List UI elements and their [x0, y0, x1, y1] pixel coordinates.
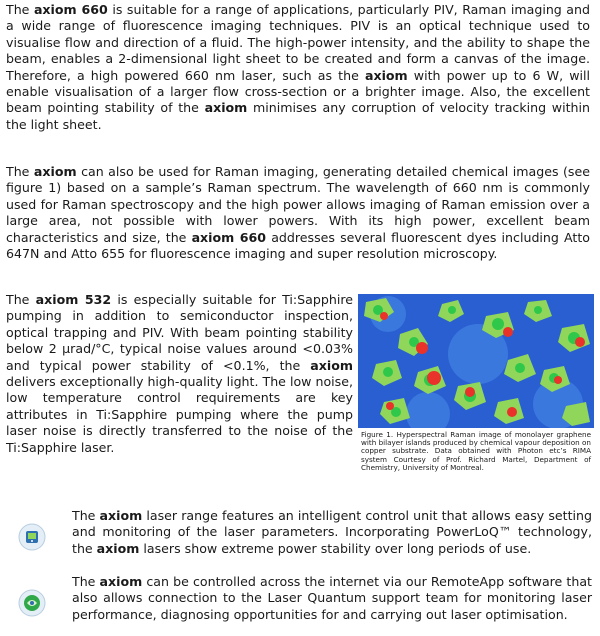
text-run: with power up to 6 W, will enable visualisation of a larger flow cross-section or a brighter image. Also, the excellent beam pointing stability of the [6, 67, 590, 116]
product-name: axiom [310, 357, 353, 373]
text-run: delivers exceptionally high-quality light. The low noise, low temperature control requirements are key attributes in Ti:Sapphire pumping where the pump laser noise is directly transferred to the noise of the Ti:Sapphire laser. [6, 374, 353, 455]
raman-image [358, 294, 594, 428]
product-name: axiom [33, 164, 77, 179]
text-run: The [6, 292, 36, 307]
text-run: addresses several fluorescent dyes including Atto 647N and Atto 655 for fluorescence imaging and super resolution microscopy. [6, 229, 591, 262]
remote-support-icon [18, 589, 46, 617]
raman-image-figure [358, 294, 594, 428]
text-run: The [72, 508, 100, 523]
bullet-control-unit [72, 508, 592, 557]
text-run: The [6, 2, 34, 17]
text-run: can also be used for Raman imaging, generating detailed chemical images (see figure 1) based on a sample’s Raman spectrum. The wavelength of 660 nm is commonly used for Raman spectroscopy and the high power allows imaging of Raman emission over a large area, not possible with lower powers. With its high power, excellent beam characteristics and size, the [6, 164, 590, 245]
product-name: axiom 660 [33, 2, 108, 17]
bullet-remote-app [72, 574, 592, 623]
text-run: lasers show extreme power stability over long periods of use. [139, 540, 532, 556]
product-name: axiom 532 [35, 292, 112, 307]
product-name: axiom 660 [191, 229, 267, 245]
paragraph-axiom-532 [6, 292, 353, 456]
text-run: The [6, 164, 34, 179]
paragraph-axiom-660 [6, 2, 590, 133]
text-run: can be controlled across the internet via our RemoteApp software that also allows connection to the Laser Quantum support team for monitoring laser performance, diagnosing opportunities for and carrying out laser optimisation. [72, 574, 592, 622]
text-run: The [72, 574, 100, 589]
product-name: axiom [99, 574, 143, 589]
product-name: axiom [364, 67, 408, 83]
text-run: laser range features an intelligent control unit that allows easy setting and monitoring of the laser parameters. Incorporating PowerLoQ™ technology, the [72, 508, 592, 556]
text-run: minimises any corruption of velocity tracking within the light sheet. [6, 100, 590, 132]
figure-caption: Figure 1. Hyperspectral Raman image of monolayer graphene with bilayer islands produced by chemical vapour deposition on copper substrate. Data obtained with Photon etc’s RIMA system Courtesy of Prof. Richard Martel, Department of Chemistry, University of Montreal. [361, 430, 591, 472]
product-name: axiom [99, 508, 143, 523]
product-name: axiom [96, 540, 140, 556]
text-run: is suitable for a range of applications, particularly PIV, Raman imaging and a wide range of fluorescence imaging techniques. PIV is an optical technique used to visualise flow and direction of a fluid. The high-power intensity, and the ability to shape the beam, enables a 2-dimensional light sheet to be created and form a canvas of the image. Therefore, a high powered 660 nm laser, such as the [6, 2, 590, 83]
text-run: is especially suitable for Ti:Sapphire pumping in addition to semiconductor inspection, optical trapping and PIV. With beam pointing stability below 2 µrad/°C, typical noise values around <0.03% and typical power stability of <0.1%, the [6, 292, 353, 373]
product-name: axiom [204, 100, 248, 116]
control-unit-icon [18, 523, 46, 551]
paragraph-raman-imaging [6, 164, 590, 262]
